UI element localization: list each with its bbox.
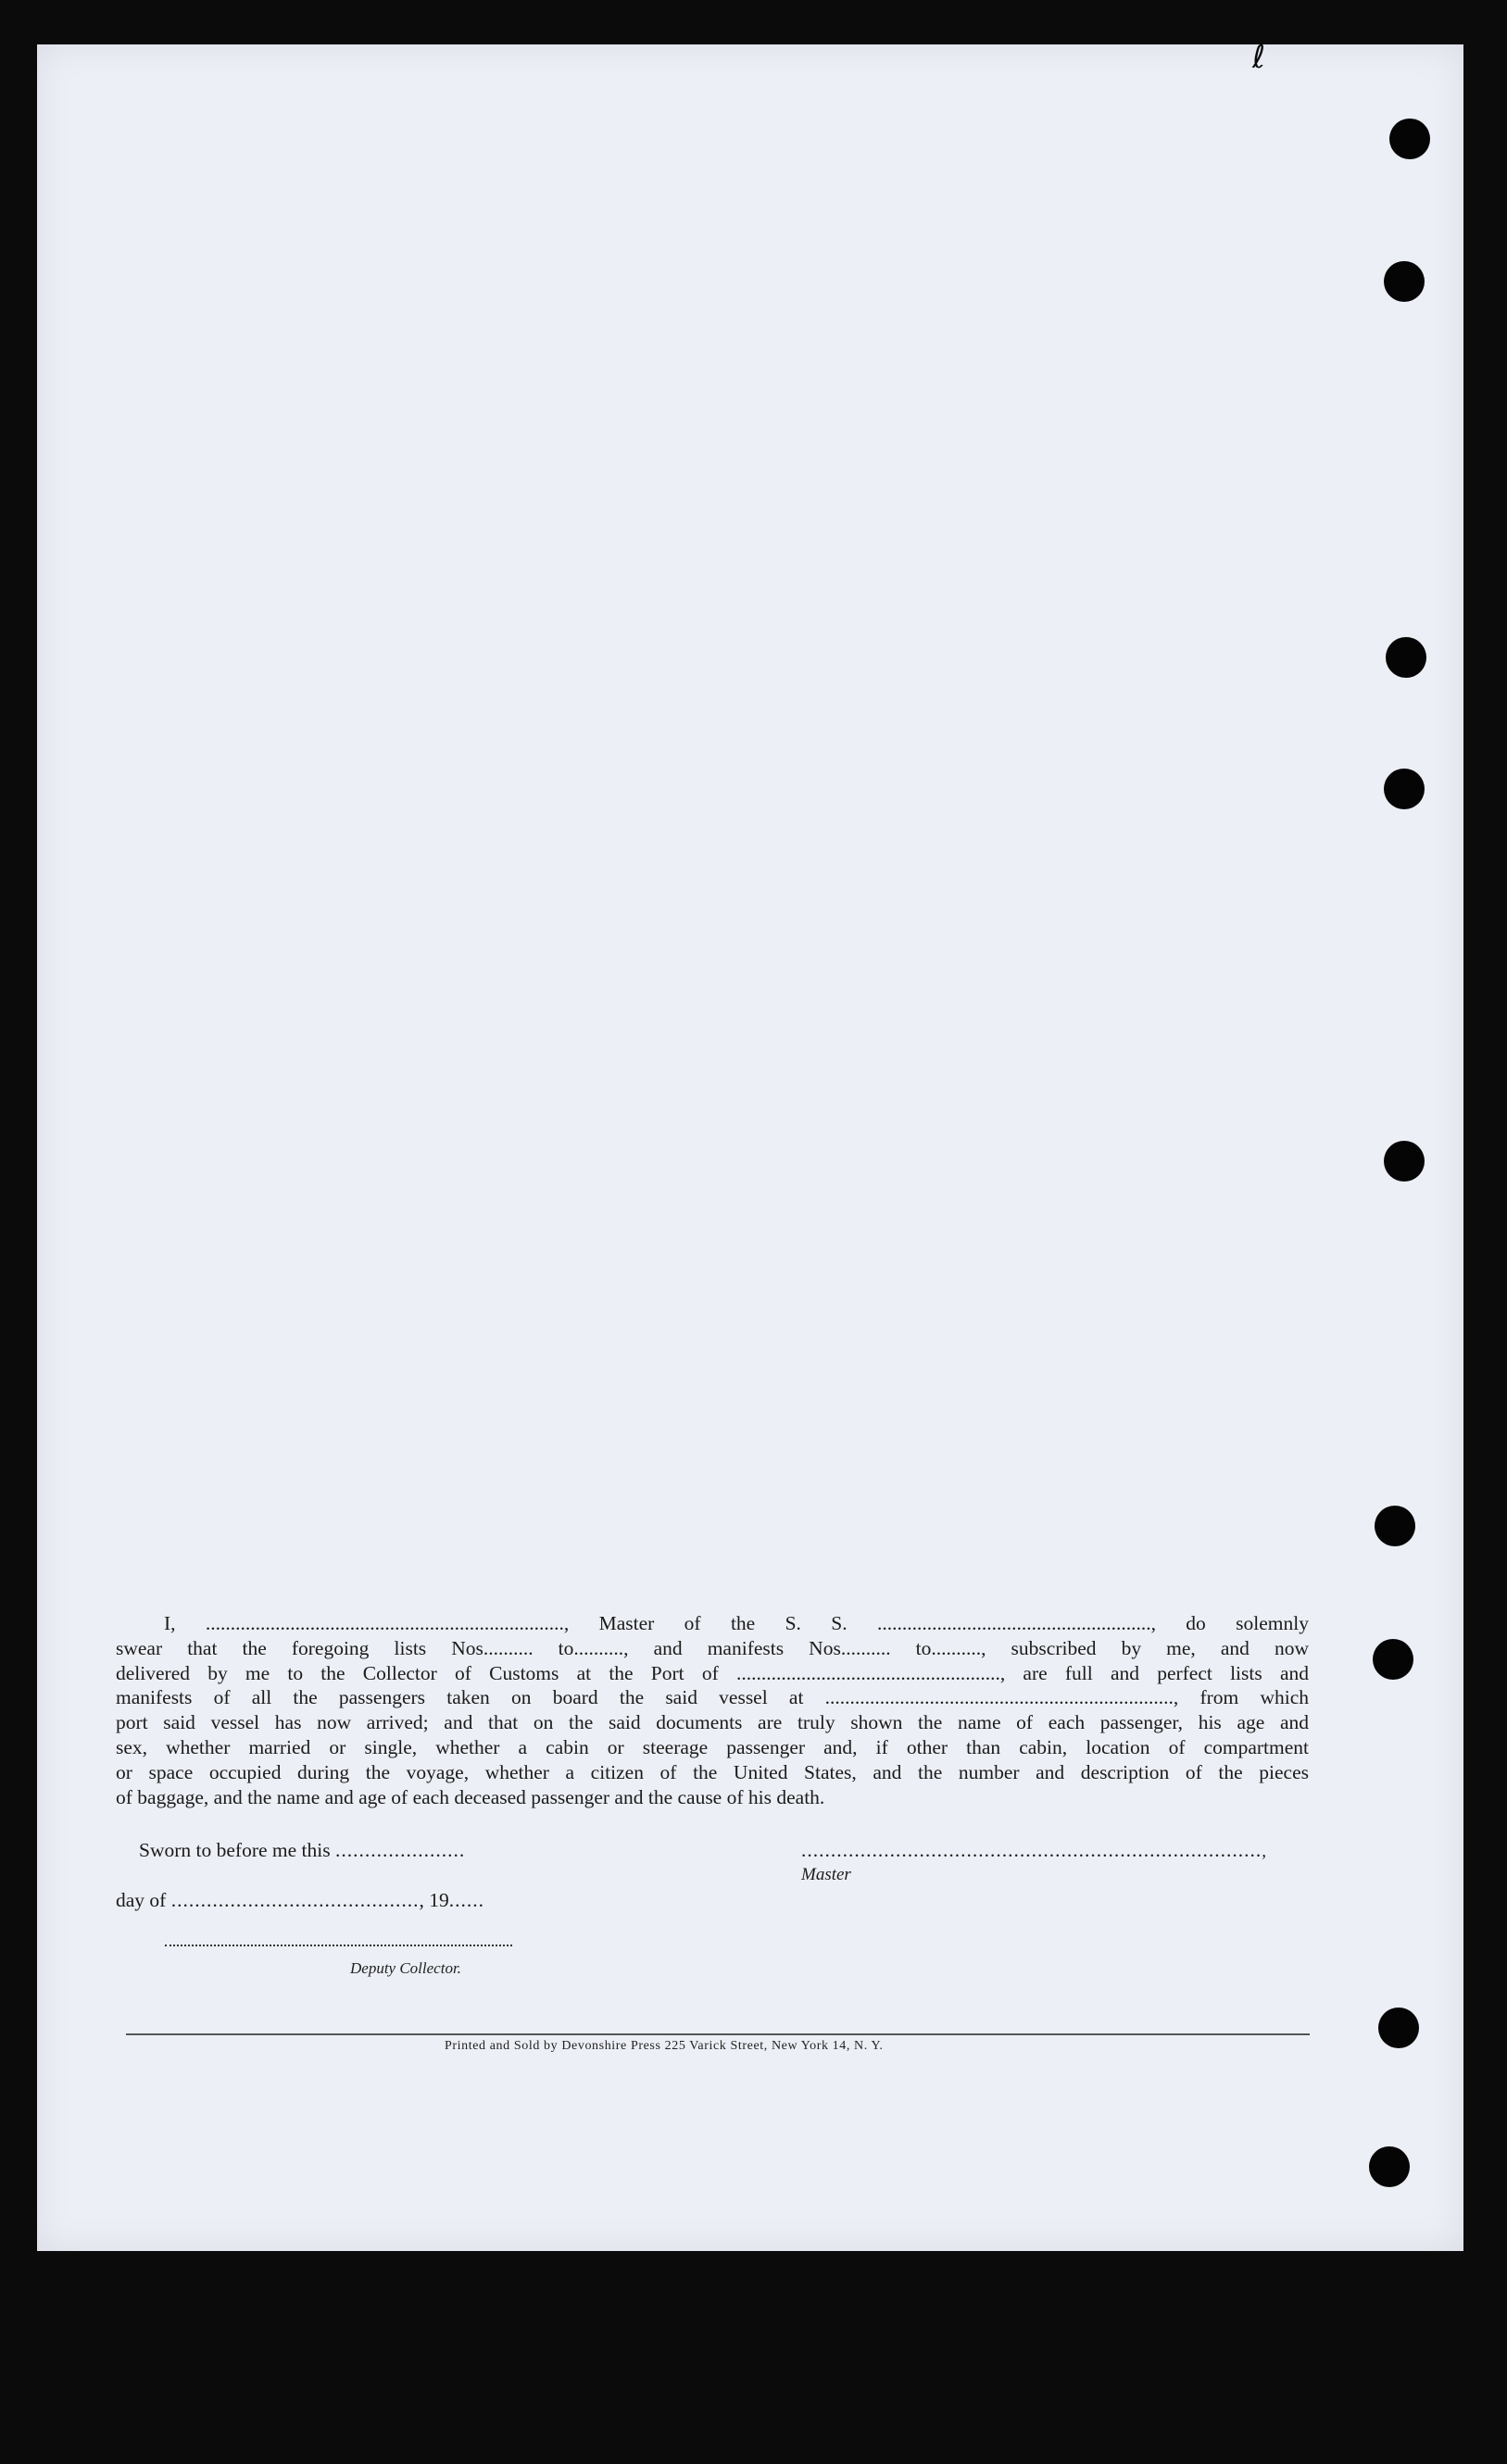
punch-hole [1375,1506,1415,1546]
printer-imprint: Printed and Sold by Devonshire Press 225 Varick Street, New York 14, N. Y. [445,2039,884,2053]
punch-hole [1373,1639,1413,1680]
punch-hole [1369,2146,1410,2187]
deputy-signature-line [165,1945,512,1946]
oath-line: I, ........................................................................, Master of the S. S. ......................................................., do solemnly [164,1612,1309,1634]
oath-line: sex, whether married or single, whether a cabin or steerage passenger and, if other than cabin, location of compartment [116,1735,1309,1758]
day-row [116,1889,484,1912]
year-blank: ...... [448,1889,484,1911]
sworn-text: Sworn to before me this [139,1839,331,1861]
sworn-row [139,1839,465,1862]
oath-line: port said vessel has now arrived; and that on the said documents are truly shown the name of each passenger, his age and [116,1711,1309,1734]
footer-rule [126,2033,1310,2035]
corner-mark: ℓ [1252,39,1266,76]
master-oath [116,1611,1309,1809]
punch-hole [1378,2007,1419,2048]
master-signature-row [801,1839,1266,1885]
day-blank: .......................................... [170,1889,420,1911]
punch-hole [1389,119,1430,159]
punch-hole [1384,769,1425,809]
punch-hole [1384,261,1425,302]
oath-line: of baggage, and the name and age of each deceased passenger and the cause of his death. [116,1785,825,1808]
master-label: , Master [801,1842,1266,1884]
master-signature-blank: .............................................................................. [801,1839,1262,1861]
oath-line: manifests of all the passengers taken on board the said vessel at ......................................................................, from which [116,1686,1309,1709]
punch-hole [1384,1141,1425,1182]
oath-line: swear that the foregoing lists Nos.......... to.........., and manifests Nos.......... to.........., subscribed by me, and now [116,1636,1309,1659]
day-text: day of [116,1889,167,1911]
deputy-collector-label: Deputy Collector. [350,1959,461,1977]
punch-hole [1386,637,1426,678]
document-page [37,44,1463,2251]
year-text: , 19 [419,1889,449,1911]
oath-line: delivered by me to the Collector of Customs at the Port of ....................................................., are full and perfect lists and [116,1661,1309,1684]
sworn-date-blank: ...................... [334,1839,466,1861]
oath-line: or space occupied during the voyage, whether a citizen of the United States, and the number and description of the pieces [116,1760,1309,1783]
